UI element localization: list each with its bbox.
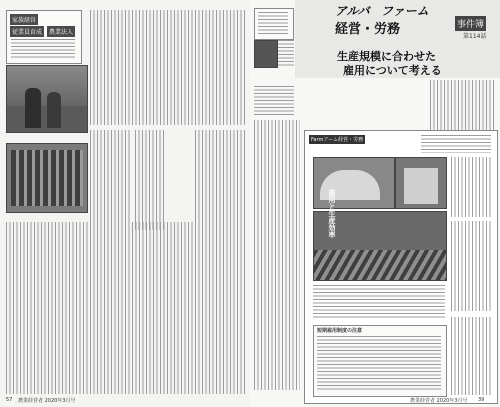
author-profile-text — [254, 86, 294, 116]
building-photo — [395, 157, 447, 209]
right-footer-journal: 農業経営者 2020年3月号 — [410, 398, 468, 404]
headline-line1: 生産規模に合わせた — [337, 50, 436, 63]
author-photo — [254, 40, 278, 68]
right-page-number: 39 — [478, 397, 485, 403]
episode-label: 第114話 — [463, 33, 487, 40]
headline-line2: 雇用について考える — [343, 64, 442, 77]
inset-page — [304, 130, 498, 404]
author-text — [278, 40, 294, 66]
inset-body-text — [451, 157, 491, 217]
inset-intro-text — [421, 135, 491, 153]
farmer-photo — [6, 65, 88, 133]
profile-box — [6, 10, 82, 64]
inset-body-text-4 — [451, 317, 491, 395]
series-title-latin: アルバ — [335, 4, 370, 18]
right-body-text-left — [254, 120, 300, 390]
body-text-mid-far — [195, 130, 245, 230]
series-title-main: ファーム — [381, 4, 429, 18]
right-body-text-top — [430, 80, 496, 130]
series-badge: 事件簿 — [455, 16, 486, 31]
right-page — [250, 0, 500, 407]
sidebar-tag-3: 農業法人 — [47, 26, 75, 37]
left-footer-journal: 農業経営者 2020年3月号 — [18, 398, 76, 404]
sidebar-tag-2: 従業員育成 — [10, 26, 44, 37]
hanging-goods-photo — [6, 143, 88, 213]
body-text-mid-left — [90, 130, 130, 230]
inset-body-text-3 — [313, 285, 445, 319]
inset-header: Farmアーム経営・労務 — [311, 137, 364, 143]
inset-body-text-2 — [451, 221, 491, 311]
greenhouse-photo — [313, 157, 395, 209]
body-text-bottom — [6, 222, 245, 394]
body-text-top — [90, 10, 245, 125]
profile-text — [11, 39, 75, 59]
short-term-box — [313, 325, 447, 397]
header-panel — [295, 0, 500, 78]
vertical-heading: 雇用と生産効率 — [328, 189, 336, 238]
body-text-mid-right — [135, 130, 165, 230]
left-page-number: 57 — [6, 397, 13, 403]
series-subtitle: 経営・労務 — [335, 22, 401, 37]
author-box — [254, 8, 294, 40]
sidebar-tag-1: 家族経営 — [10, 14, 38, 25]
box-heading: 短期雇用制度の注意 — [317, 328, 363, 334]
